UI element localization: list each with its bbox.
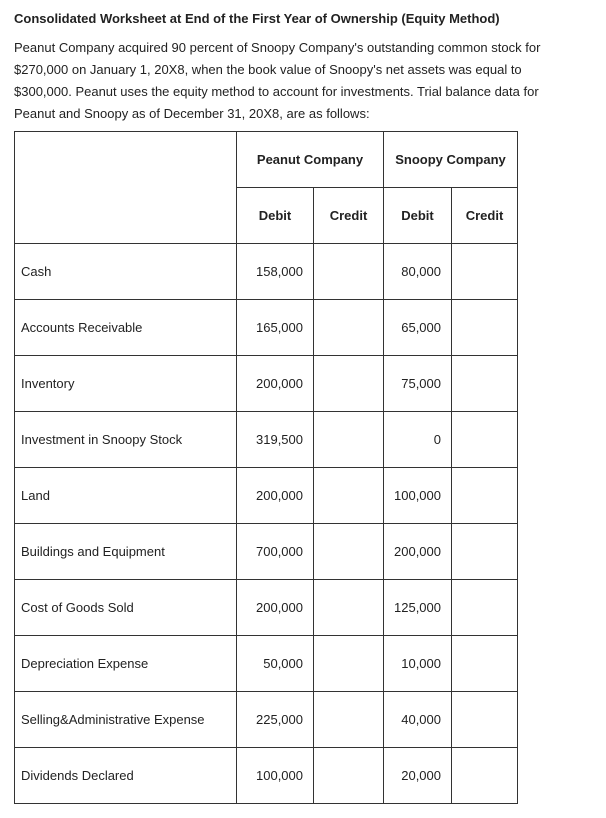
intro-paragraph — [14, 37, 594, 125]
peanut-debit-cell: 200,000 — [237, 468, 314, 524]
table-row — [15, 356, 518, 412]
peanut-credit-cell — [314, 356, 384, 412]
snoopy-debit-cell: 10,000 — [384, 636, 452, 692]
table-row — [15, 468, 518, 524]
peanut-credit-cell — [314, 524, 384, 580]
peanut-credit-cell — [314, 300, 384, 356]
company-header-row — [15, 132, 518, 188]
account-label: Investment in Snoopy Stock — [15, 412, 237, 468]
snoopy-debit-cell: 125,000 — [384, 580, 452, 636]
snoopy-credit-cell — [452, 412, 518, 468]
table-row — [15, 748, 518, 804]
snoopy-debit-cell: 65,000 — [384, 300, 452, 356]
peanut-debit-cell: 200,000 — [237, 356, 314, 412]
intro-line: $300,000. Peanut uses the equity method to account for investments. Trial balance data for — [14, 84, 539, 99]
snoopy-debit-cell: 100,000 — [384, 468, 452, 524]
peanut-credit-cell — [314, 468, 384, 524]
trial-balance-table — [14, 131, 518, 804]
snoopy-debit-cell: 20,000 — [384, 748, 452, 804]
peanut-credit-cell — [314, 244, 384, 300]
account-label: Land — [15, 468, 237, 524]
peanut-credit-cell — [314, 692, 384, 748]
account-label: Depreciation Expense — [15, 636, 237, 692]
snoopy-credit-cell — [452, 244, 518, 300]
peanut-credit-cell — [314, 636, 384, 692]
table-row — [15, 692, 518, 748]
snoopy-debit-header: Debit — [384, 188, 452, 244]
snoopy-company-header: Snoopy Company — [384, 132, 518, 188]
snoopy-debit-cell: 200,000 — [384, 524, 452, 580]
intro-line: $270,000 on January 1, 20X8, when the book value of Snoopy's net assets was equal to — [14, 62, 522, 77]
peanut-debit-header: Debit — [237, 188, 314, 244]
peanut-credit-cell — [314, 580, 384, 636]
peanut-debit-cell: 165,000 — [237, 300, 314, 356]
peanut-debit-cell: 319,500 — [237, 412, 314, 468]
peanut-debit-cell: 225,000 — [237, 692, 314, 748]
peanut-debit-cell: 158,000 — [237, 244, 314, 300]
table-row — [15, 524, 518, 580]
snoopy-credit-cell — [452, 524, 518, 580]
snoopy-credit-cell — [452, 468, 518, 524]
account-label: Accounts Receivable — [15, 300, 237, 356]
snoopy-credit-header: Credit — [452, 188, 518, 244]
peanut-credit-header: Credit — [314, 188, 384, 244]
snoopy-credit-cell — [452, 580, 518, 636]
snoopy-debit-cell: 75,000 — [384, 356, 452, 412]
page-title: Consolidated Worksheet at End of the First Year of Ownership (Equity Method) — [14, 11, 500, 26]
account-label: Cash — [15, 244, 237, 300]
peanut-debit-cell: 50,000 — [237, 636, 314, 692]
table-row — [15, 412, 518, 468]
snoopy-credit-cell — [452, 692, 518, 748]
account-label: Inventory — [15, 356, 237, 412]
peanut-debit-cell: 700,000 — [237, 524, 314, 580]
peanut-debit-cell: 200,000 — [237, 580, 314, 636]
peanut-company-header: Peanut Company — [237, 132, 384, 188]
peanut-credit-cell — [314, 748, 384, 804]
snoopy-credit-cell — [452, 356, 518, 412]
account-label: Buildings and Equipment — [15, 524, 237, 580]
corner-cell — [15, 132, 237, 244]
table-row — [15, 244, 518, 300]
snoopy-debit-cell: 0 — [384, 412, 452, 468]
table-row — [15, 580, 518, 636]
snoopy-debit-cell: 40,000 — [384, 692, 452, 748]
snoopy-credit-cell — [452, 300, 518, 356]
snoopy-credit-cell — [452, 748, 518, 804]
snoopy-credit-cell — [452, 636, 518, 692]
table-row — [15, 300, 518, 356]
intro-line: Peanut Company acquired 90 percent of Snoopy Company's outstanding common stock for — [14, 40, 541, 55]
peanut-debit-cell: 100,000 — [237, 748, 314, 804]
account-label: Cost of Goods Sold — [15, 580, 237, 636]
snoopy-debit-cell: 80,000 — [384, 244, 452, 300]
intro-line: Peanut and Snoopy as of December 31, 20X8, are as follows: — [14, 106, 370, 121]
account-label: Dividends Declared — [15, 748, 237, 804]
table-row — [15, 636, 518, 692]
account-label: Selling&Administrative Expense — [15, 692, 237, 748]
peanut-credit-cell — [314, 412, 384, 468]
